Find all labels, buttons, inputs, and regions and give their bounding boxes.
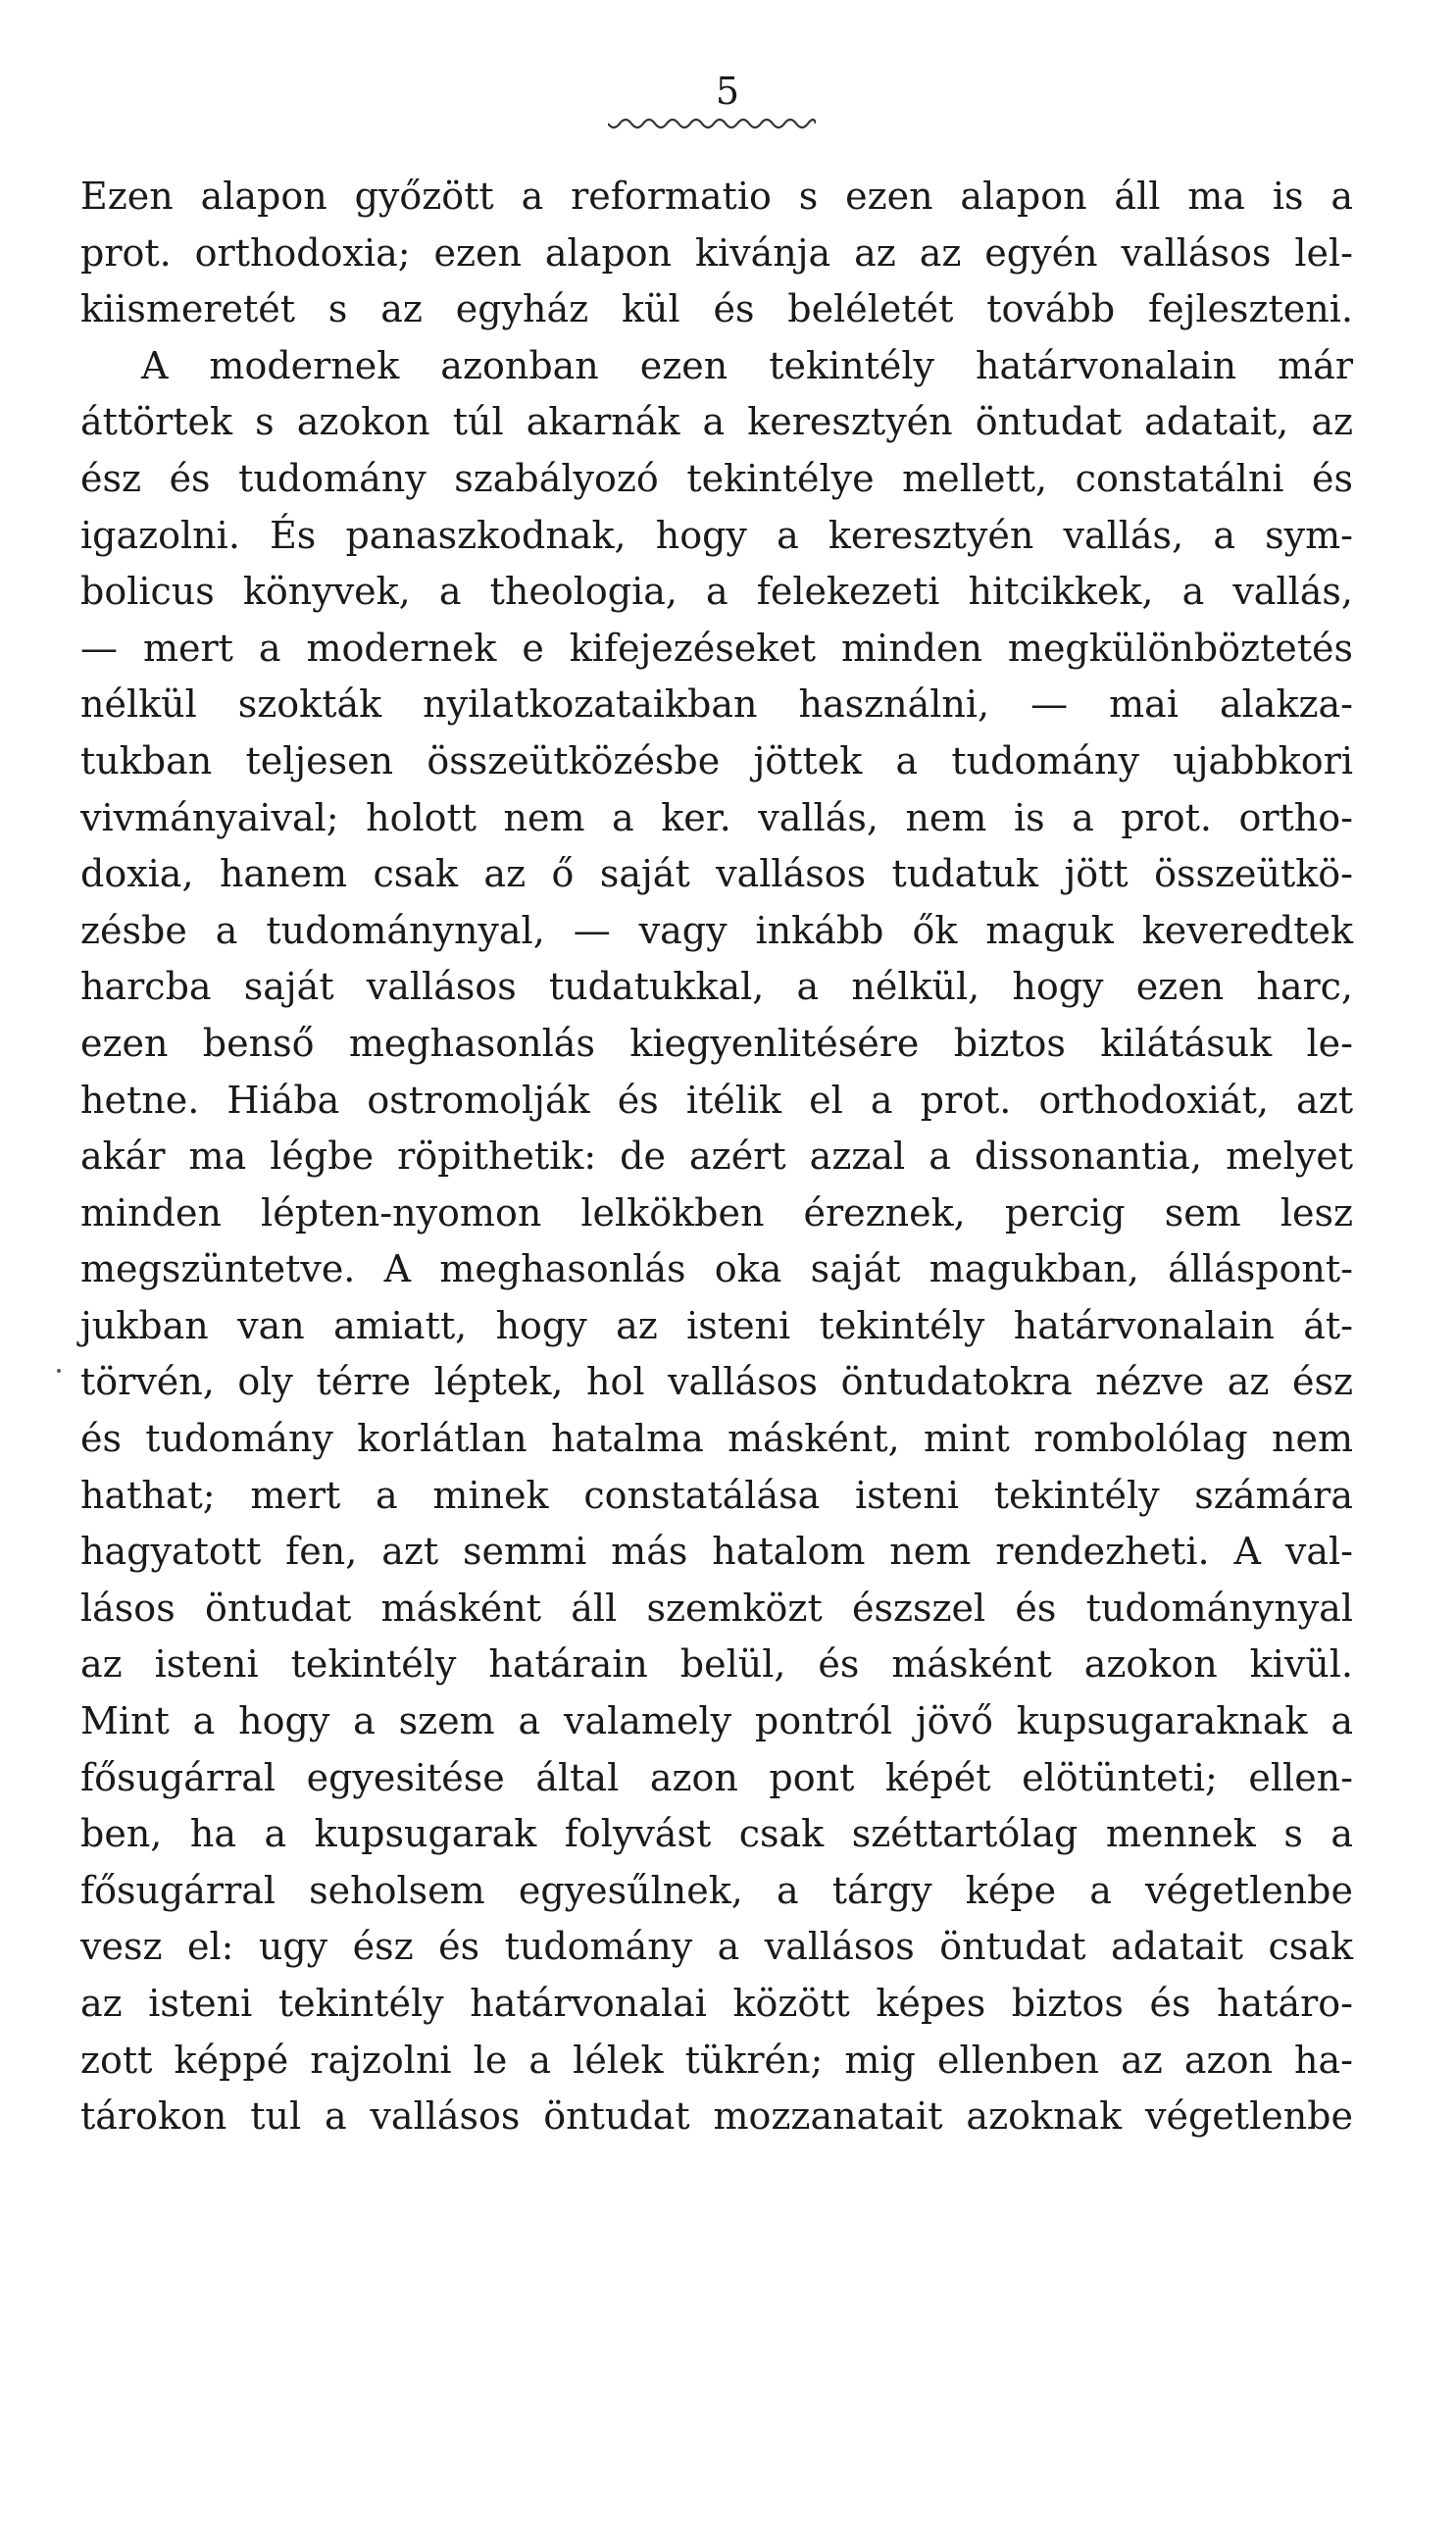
- text-line: Mint a hogy a szem a valamely pontról jövő kupsugaraknak a: [80, 1699, 1353, 1743]
- text-line: igazolni. És panaszkodnak, hogy a keresztyén vallás, a sym-: [80, 513, 1353, 557]
- text-line: fősugárral egyesitése által azon pont képét elötünteti; ellen-: [80, 1755, 1353, 1799]
- text-line: doxia, hanem csak az ő saját vallásos tudatuk jött összeütkö-: [80, 852, 1353, 896]
- text-line: akár ma légbe röpithetik: de azért azzal a dissonantia, melyet: [80, 1134, 1353, 1179]
- text-line: ész és tudomány szabályozó tekintélye mellett, constatálni és: [80, 456, 1353, 500]
- text-line: — mert a modernek e kifejezéseket minden megkülönböztetés: [80, 626, 1353, 670]
- text-line: vesz el: ugy ész és tudomány a vallásos öntudat adatait csak: [80, 1925, 1353, 1969]
- text-line: prot. orthodoxia; ezen alapon kivánja az az egyén vallásos lel-: [80, 230, 1353, 275]
- text-line: törvén, oly térre léptek, hol vallásos öntudatokra nézve az ész: [80, 1360, 1353, 1404]
- text-line: az isteni tekintély határain belül, és másként azokon kivül.: [80, 1642, 1353, 1687]
- text-line: tárokon tul a vallásos öntudat mozzanatait azoknak végetlenbe: [80, 2094, 1353, 2139]
- text-line: az isteni tekintély határvonalai között képes biztos és határo-: [80, 1982, 1353, 2025]
- text-line: minden lépten-nyomon lelkökben éreznek, percig sem lesz: [80, 1190, 1353, 1235]
- text-line: hathat; mert a minek constatálása isteni tekintély számára: [80, 1473, 1353, 1517]
- text-line: ezen benső meghasonlás kiegyenlitésére biztos kilátásuk le-: [80, 1021, 1353, 1065]
- decorative-rule: [608, 118, 816, 137]
- text-line: jukban van amiatt, hogy az isteni tekintély határvonalain át-: [80, 1303, 1353, 1347]
- text-line: harcba saját vallásos tudatukkal, a nélkül, hogy ezen harc,: [80, 965, 1353, 1009]
- text-line: zésbe a tudománynyal, — vagy inkább ők maguk keveredtek: [80, 908, 1353, 952]
- text-line: ben, ha a kupsugarak folyvást csak széttartólag mennek s a: [80, 1812, 1353, 1856]
- text-line: kiismeretét s az egyház kül és beléletét tovább fejleszteni.: [80, 287, 1353, 331]
- text-line: megszüntetve. A meghasonlás oka saját magukban, álláspont-: [80, 1247, 1353, 1291]
- text-line: A modernek azonban ezen tekintély határvonalain már: [141, 343, 1353, 387]
- margin-speck: [57, 1369, 61, 1373]
- text-line: bolicus könyvek, a theologia, a felekezeti hitcikkek, a vallás,: [80, 570, 1353, 614]
- text-line: hetne. Hiába ostromolják és itélik el a prot. orthodoxiát, azt: [80, 1078, 1353, 1122]
- text-line: Ezen alapon győzött a reformatio s ezen alapon áll ma is a: [80, 175, 1353, 218]
- text-line: tukban teljesen összeütközésbe jöttek a tudomány ujabbkori: [80, 738, 1353, 782]
- text-line: és tudomány korlátlan hatalma másként, mint rombolólag nem: [80, 1417, 1353, 1461]
- body-text: [80, 169, 1353, 2145]
- text-line: nélkül szokták nyilatkozataikban használni, — mai alakza-: [80, 682, 1353, 727]
- text-line: hagyatott fen, azt semmi más hatalom nem rendezheti. A val-: [80, 1530, 1353, 1574]
- text-line: lásos öntudat másként áll szemközt észszel és tudománynyal: [80, 1586, 1353, 1630]
- text-line: áttörtek s azokon túl akarnák a keresztyén öntudat adatait, az: [80, 400, 1353, 444]
- text-line: vivmányaival; holott nem a ker. vallás, nem is a prot. ortho-: [80, 795, 1353, 839]
- text-line: zott képpé rajzolni le a lélek tükrén; mig ellenben az azon ha-: [80, 2038, 1353, 2082]
- page-number: 5: [715, 70, 741, 113]
- text-line: fősugárral seholsem egyesűlnek, a tárgy képe a végetlenbe: [80, 1868, 1353, 1912]
